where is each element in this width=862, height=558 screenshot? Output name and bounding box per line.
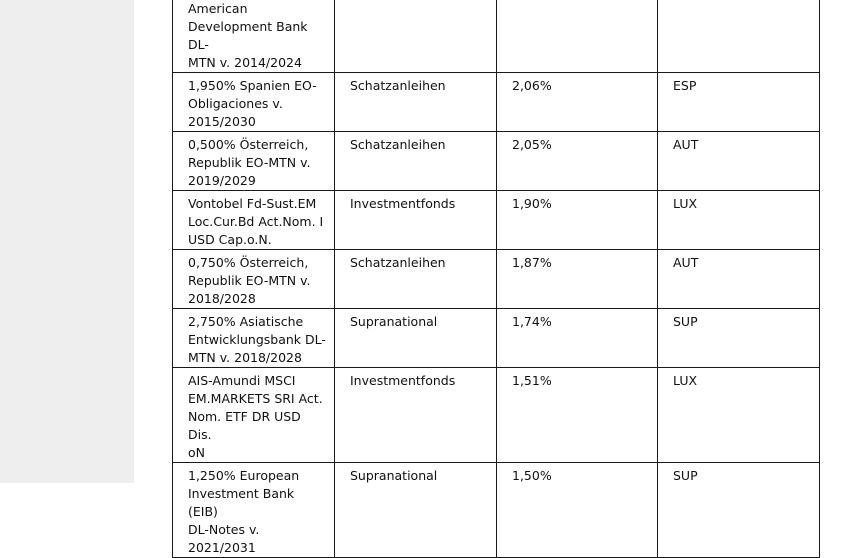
- asset-type-cell: Schatzanleihen: [335, 73, 497, 132]
- asset-type-cell: [335, 0, 497, 73]
- weight-cell: 1,74%: [497, 309, 658, 368]
- country-cell: AUT: [658, 250, 820, 309]
- country-cell: LUX: [658, 191, 820, 250]
- left-sidebar-panel: [0, 0, 134, 483]
- weight-cell: [497, 0, 658, 73]
- table-row: [173, 73, 820, 132]
- asset-type-cell: Supranational: [335, 309, 497, 368]
- table-row: [173, 463, 820, 558]
- weight-cell: 2,06%: [497, 73, 658, 132]
- asset-type-cell: Schatzanleihen: [335, 132, 497, 191]
- asset-type-cell: Supranational: [335, 463, 497, 558]
- holdings-table: [172, 0, 820, 558]
- table-row: [173, 191, 820, 250]
- asset-type-cell: Investmentfonds: [335, 191, 497, 250]
- security-name-cell: 0,750% Österreich, Republik EO-MTN v. 2018/2028: [173, 250, 335, 309]
- country-cell: LUX: [658, 368, 820, 463]
- security-name-cell: 2,750% Asiatische Entwicklungsbank DL- MTN v. 2018/2028: [173, 309, 335, 368]
- table-row: [173, 368, 820, 463]
- country-cell: ESP: [658, 73, 820, 132]
- weight-cell: 1,90%: [497, 191, 658, 250]
- country-cell: SUP: [658, 463, 820, 558]
- country-cell: [658, 0, 820, 73]
- weight-cell: 1,51%: [497, 368, 658, 463]
- security-name-cell: AIS-Amundi MSCI EM.MARKETS SRI Act. Nom. ETF DR USD Dis. oN: [173, 368, 335, 463]
- weight-cell: 1,87%: [497, 250, 658, 309]
- asset-type-cell: Schatzanleihen: [335, 250, 497, 309]
- weight-cell: 1,50%: [497, 463, 658, 558]
- weight-cell: 2,05%: [497, 132, 658, 191]
- table-row: [173, 132, 820, 191]
- security-name-cell: 1,250% European Investment Bank (EIB) DL-Notes v. 2021/2031: [173, 463, 335, 558]
- country-cell: SUP: [658, 309, 820, 368]
- asset-type-cell: Investmentfonds: [335, 368, 497, 463]
- table-row: [173, 250, 820, 309]
- table-row: [173, 0, 820, 73]
- security-name-cell: Vontobel Fd-Sust.EM Loc.Cur.Bd Act.Nom. I USD Cap.o.N.: [173, 191, 335, 250]
- security-name-cell: 1,950% Spanien EO- Obligaciones v. 2015/2030: [173, 73, 335, 132]
- country-cell: AUT: [658, 132, 820, 191]
- table-row: [173, 309, 820, 368]
- security-name-cell: American Development Bank DL- MTN v. 2014/2024: [173, 0, 335, 73]
- security-name-cell: 0,500% Österreich, Republik EO-MTN v. 2019/2029: [173, 132, 335, 191]
